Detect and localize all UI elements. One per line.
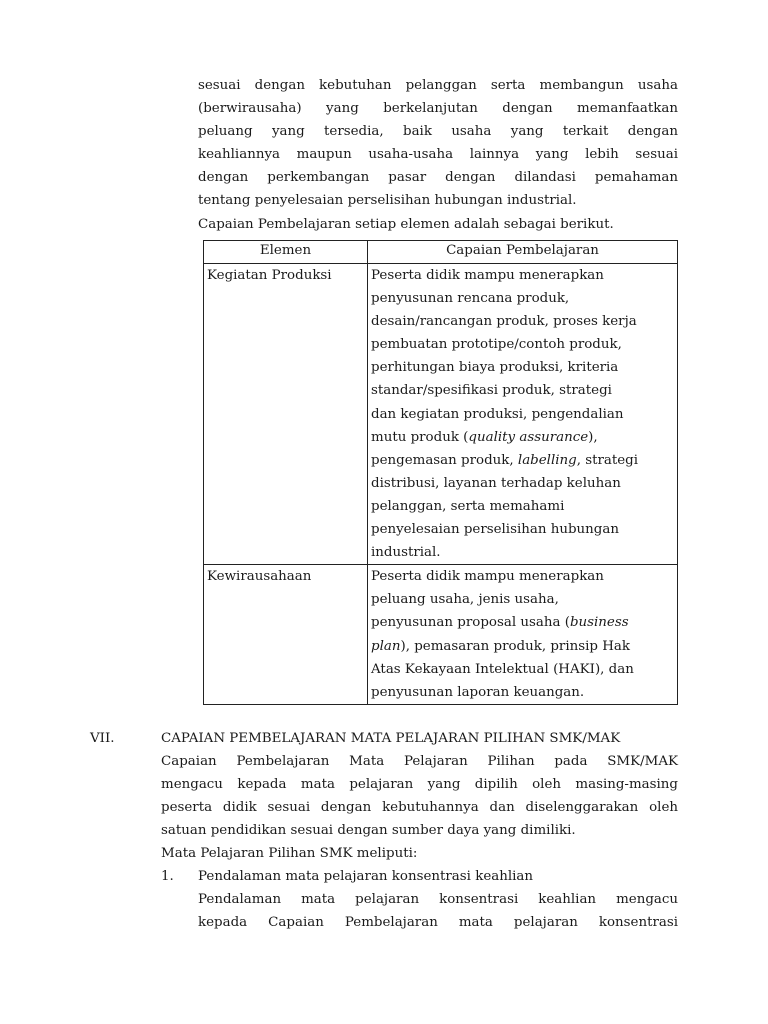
learning-outcomes-table xyxy=(203,240,678,705)
intro-paragraph xyxy=(198,74,678,236)
table-row xyxy=(204,264,678,565)
outcome-line: penyelesaian perselisihan hubungan xyxy=(371,522,619,538)
text-line: dengan perkembangan pasar dengan dilandasi pemahaman xyxy=(198,170,678,186)
outcome-line: distribusi, layanan terhadap keluhan xyxy=(371,475,621,491)
text-segment: , strategi xyxy=(576,452,639,468)
outcome-line: Peserta didik mampu menerapkan xyxy=(371,569,604,585)
list-item-number: 1. xyxy=(161,869,174,884)
outcome-line xyxy=(371,635,674,658)
outcome-line: Peserta didik mampu menerapkan xyxy=(371,268,604,283)
text-line: satuan pendidikan sesuai dengan sumber daya yang dimiliki. xyxy=(161,823,576,839)
outcome-line: dan kegiatan produksi, pengendalian xyxy=(371,406,624,422)
outcome-line: perhitungan biaya produksi, kriteria xyxy=(371,360,619,376)
section-title: CAPAIAN PEMBELAJARAN MATA PELAJARAN PILIHAN SMK/MAK xyxy=(161,731,621,746)
italic-term: labelling xyxy=(517,452,577,468)
text-segment: ), xyxy=(588,429,598,445)
column-header-outcome: Capaian Pembelajaran xyxy=(368,241,678,264)
section-number: VII. xyxy=(90,731,115,746)
italic-term: quality assurance xyxy=(468,429,589,445)
text-segment: mutu produk ( xyxy=(371,429,469,445)
text-segment: penyusunan proposal usaha ( xyxy=(371,615,570,631)
outcome-cell xyxy=(368,264,678,565)
element-cell xyxy=(204,264,368,565)
outcome-line: pembuatan prototipe/contoh produk, xyxy=(371,337,622,353)
text-line: Capaian Pembelajaran Mata Pelajaran Pilihan pada SMK/MAK xyxy=(161,754,678,769)
list-item-title: Pendalaman mata pelajaran konsentrasi keahlian xyxy=(198,869,534,884)
text-line: peluang yang tersedia, baik usaha yang terkait dengan xyxy=(198,124,678,140)
list-intro: Mata Pelajaran Pilihan SMK meliputi: xyxy=(161,846,418,862)
outcome-line: penyusunan rencana produk, xyxy=(371,291,570,307)
element-name: Kewirausahaan xyxy=(207,569,312,585)
text-line: tentang penyelesaian perselisihan hubungan industrial. xyxy=(198,193,577,209)
text-line: kepada Capaian Pembelajaran mata pelajaran konsentrasi xyxy=(198,915,678,931)
text-line: (berwirausaha) yang berkelanjutan dengan memanfaatkan xyxy=(198,101,678,117)
table-row xyxy=(204,565,678,705)
italic-term: plan xyxy=(371,638,401,654)
text-line: Capaian Pembelajaran setiap elemen adalah sebagai berikut. xyxy=(198,216,614,232)
text-segment: pengemasan produk, xyxy=(371,452,518,468)
text-segment: ), pemasaran produk, prinsip Hak xyxy=(400,638,630,654)
outcome-line: penyusunan laporan keuangan. xyxy=(371,684,585,700)
text-line: mengacu kepada mata pelajaran yang dipilih oleh masing-masing xyxy=(161,777,678,793)
outcome-line: Atas Kekayaan Intelektual (HAKI), dan xyxy=(371,661,634,677)
text-line: keahliannya maupun usaha-usaha lainnya yang lebih sesuai xyxy=(198,147,678,163)
italic-term: business xyxy=(569,615,629,631)
text-line: Pendalaman mata pelajaran konsentrasi keahlian mengacu xyxy=(198,892,678,908)
outcome-cell xyxy=(368,565,678,705)
outcome-line: peluang usaha, jenis usaha, xyxy=(371,592,559,608)
outcome-line: pelanggan, serta memahami xyxy=(371,498,565,514)
outcome-line xyxy=(371,449,674,472)
list-item xyxy=(198,865,678,934)
section-paragraph xyxy=(161,750,678,865)
table-header-row xyxy=(204,241,678,264)
outcome-line xyxy=(371,426,674,449)
element-cell xyxy=(204,565,368,705)
outcome-line: industrial. xyxy=(371,545,441,561)
text-line: peserta didik sesuai dengan kebutuhannya dan diselenggarakan oleh xyxy=(161,800,678,816)
outcome-line: desain/rancangan produk, proses kerja xyxy=(371,314,637,330)
element-name: Kegiatan Produksi xyxy=(207,268,332,283)
text-line: sesuai dengan kebutuhan pelanggan serta membangun usaha xyxy=(198,78,678,93)
outcome-line: standar/spesifikasi produk, strategi xyxy=(371,383,612,399)
outcome-line xyxy=(371,611,674,634)
column-header-element: Elemen xyxy=(204,241,368,264)
